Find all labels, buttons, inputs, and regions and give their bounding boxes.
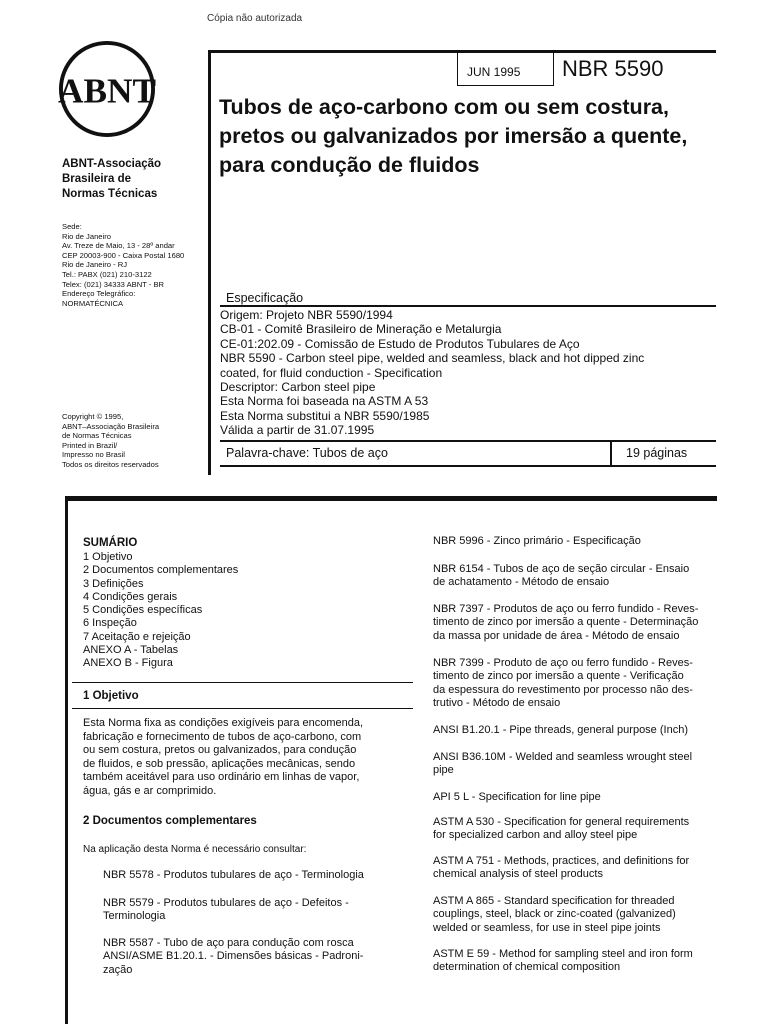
section-paragraph: Esta Norma fixa as condições exigíveis para encomenda, fabricação e fornecimento de tubos de aço-carbono, com ou sem costura, pretos ou galvanizados, para condução de fluidos, e sob pressão, aplicações mecânicas, sendo também aceitável para uso ordinário em linhas de vapor, água, gás e ar comprimido.	[83, 717, 364, 797]
document-type: Especificação	[226, 291, 304, 305]
list-item: 6 Inspeção	[83, 617, 137, 630]
list-item: 1 Objetivo	[83, 551, 133, 563]
reference-item: NBR 5587 - Tubo de aço para condução com rosca ANSI/ASME B1.20.1. - Dimensões básicas - Padroni- zação	[103, 937, 364, 976]
norm-id: NBR 5590	[562, 56, 664, 81]
list-item: ANEXO A - Tabelas	[83, 644, 179, 657]
publication-date: JUN 1995	[467, 65, 521, 79]
reference-item: ASTM E 59 - Method for sampling steel and iron form determination of chemical composition	[433, 948, 693, 974]
reference-item: ASTM A 865 - Standard specification for threaded couplings, steel, black or zinc-coated (galvanized) welded or seamless, for use in steel pipe joints	[433, 895, 676, 934]
reference-item: NBR 5996 - Zinco primário - Especificação	[433, 535, 641, 547]
org-address: Sede: Rio de Janeiro Av. Treze de Maio, 13 - 28º andar CEP 20003-900 - Caixa Postal 1680 Rio de Janeiro - RJ Tel.: PABX (021) 210-3122 Telex: (021) 34333 ABNT - BR Endereço Telegráfico: NORMATÉCNICA	[62, 222, 185, 308]
origin-block: Origem: Projeto NBR 5590/1994 CB-01 - Comitê Brasileiro de Mineração e Metalurgia CE-01:202.09 - Comissão de Estudo de Produtos Tubulares de Aço NBR 5590 - Carbon steel pipe, welded and seamless, black and hot dipped zinc coated, for fluid conduction - Specification Descriptor: Carbon steel pipe Esta Norma foi baseada na ASTM A 53 Esta Norma substitui a NBR 5590/1985 Válida a partir de 31.07.1995	[220, 308, 645, 438]
section-intro: Na aplicação desta Norma é necessário consultar:	[83, 844, 307, 855]
copyright-notice: Copyright © 1995, ABNT–Associação Brasileira de Normas Técnicas Printed in Brazil/ Impresso no Brasil Todos os direitos reservados	[62, 412, 160, 469]
section-heading: 2 Documentos complementares	[83, 815, 257, 827]
list-item: 4 Condições gerais	[83, 590, 178, 603]
list-item: ANEXO B - Figura	[83, 657, 173, 670]
reference-item: ASTM A 530 - Specification for general requirements for specialized carbon and alloy steel pipe	[433, 816, 690, 842]
reference-item: NBR 7399 - Produto de aço ou ferro fundido - Reves- timento de zinco por imersão a quente - Verificação da espessura do revestimento por processo não des- trutivo - Método de ensaio	[433, 657, 693, 709]
divider	[220, 305, 716, 307]
divider	[610, 441, 612, 465]
org-name: ABNT-Associação Brasileira de Normas Técnicas	[62, 158, 162, 200]
divider	[220, 440, 716, 442]
divider	[72, 708, 413, 709]
reference-item: NBR 5579 - Produtos tubulares de aço - Defeitos - Terminologia	[103, 897, 349, 923]
body-frame-top	[65, 496, 717, 501]
abnt-logo-icon	[58, 40, 156, 138]
logo-text: ABNT	[58, 71, 156, 111]
section-heading: 1 Objetivo	[83, 690, 139, 702]
body-frame-left	[65, 496, 68, 1024]
divider	[72, 682, 413, 683]
reference-item: NBR 6154 - Tubos de aço de seção circular - Ensaio de achatamento - Método de ensaio	[433, 563, 690, 589]
keywords: Palavra-chave: Tubos de aço	[226, 446, 388, 460]
reference-item: ASTM A 751 - Methods, practices, and definitions for chemical analysis of steel products	[433, 855, 690, 881]
summary-list	[83, 551, 238, 671]
reference-item: NBR 5578 - Produtos tubulares de aço - Terminologia	[103, 869, 364, 881]
document-title: Tubos de aço-carbono com ou sem costura, pretos ou galvanizados por imersão a quente, para condução de fluidos	[219, 95, 688, 177]
list-item: 3 Definições	[83, 577, 144, 590]
list-item: 7 Aceitação e rejeição	[83, 630, 191, 643]
header-divider-vertical	[208, 50, 211, 475]
page-count: 19 páginas	[626, 446, 688, 460]
reference-item: ANSI B1.20.1 - Pipe threads, general purpose (Inch)	[433, 724, 688, 736]
reference-item: NBR 7397 - Produtos de aço ou ferro fundido - Reves- timento de zinco por imersão a quente - Determinação da massa por unidade de área - Método de ensaio	[433, 603, 699, 642]
reference-item: ANSI B36.10M - Welded and seamless wrought steel pipe	[433, 751, 693, 777]
reference-item: API 5 L - Specification for line pipe	[433, 791, 601, 803]
divider	[220, 465, 716, 467]
list-item: 2 Documentos complementares	[83, 564, 239, 577]
summary-title: SUMÁRIO	[83, 537, 138, 549]
watermark: Cópia não autorizada	[207, 13, 303, 24]
list-item: 5 Condições específicas	[83, 604, 203, 617]
